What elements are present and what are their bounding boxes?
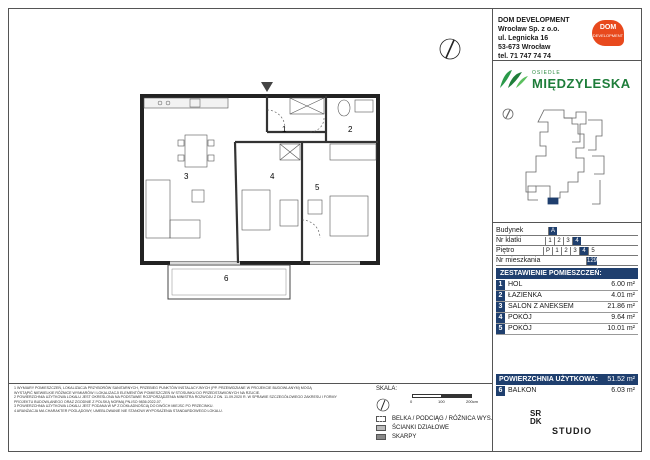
info-row-floor: [496, 246, 638, 256]
rooms-header: ZESTAWIENIE POMIESZCZEŃ:: [496, 268, 638, 279]
room-num: 1: [496, 280, 505, 290]
entrance-arrow-icon: [261, 82, 273, 92]
scale-tick: 200cm: [466, 399, 479, 404]
footnote: PROJEKTU BUDOWLANEGO ORAZ ZGODNIE Z POLSKĄ NORMĄ PN-ISO 9836:2022-07.: [14, 399, 162, 404]
panel-divider: [492, 8, 493, 452]
room-area: 9.64 m²: [611, 314, 635, 321]
apartment-cells: [586, 257, 597, 265]
stair-cell: 4: [572, 237, 581, 245]
balcony-row: [496, 386, 638, 396]
room-area: 4.01 m²: [611, 292, 635, 299]
balcony-num: 6: [496, 386, 505, 396]
legend-swatch: [376, 434, 386, 440]
usable-area-bar: [496, 374, 638, 385]
room-row: [496, 313, 638, 324]
compass-small-icon: [376, 398, 390, 412]
room-number-label: 4: [270, 172, 275, 181]
dom-logo-sub: DEVELOPMENT: [592, 33, 624, 38]
room-area: 6.00 m²: [611, 281, 635, 288]
room-number-label: 6: [224, 274, 229, 283]
stair-cell: 2: [554, 237, 563, 245]
brand-name: MIĘDZYLESKA: [532, 76, 631, 91]
stair-cell: 3: [563, 237, 572, 245]
legend-item: [376, 432, 492, 441]
balcony-label: BALKON: [508, 387, 537, 394]
legend-item: [376, 423, 492, 432]
floor-label: Piętro: [496, 247, 515, 254]
room-num: 2: [496, 291, 505, 301]
company-name: DOM DEVELOPMENT: [498, 17, 570, 24]
usable-area-value: 51.52 m²: [607, 376, 635, 383]
floor-cells: [543, 247, 597, 255]
room-row: [496, 291, 638, 302]
brand-logo: [498, 68, 636, 98]
footer-divider: [8, 383, 492, 384]
legend-label: ŚCIANKI DZIAŁOWE: [392, 424, 450, 431]
scale-segment: [412, 394, 442, 398]
company-line2: ul. Legnicka 16: [498, 35, 549, 42]
room-row: [496, 324, 638, 335]
floor-cell: P: [543, 247, 552, 255]
scale-tick: 0: [410, 399, 413, 404]
studio-name: STUDIO: [552, 426, 593, 436]
stair-cell: 1: [545, 237, 554, 245]
info-row-building: [496, 226, 638, 236]
stair-label: Nr klatki: [496, 237, 522, 244]
company-info: [498, 16, 570, 61]
leaf-icon: [498, 68, 528, 90]
stair-cells: [545, 237, 581, 245]
footnotes: [14, 386, 366, 414]
floor-cell: 5: [588, 247, 597, 255]
usable-area-label: POWIERZCHNIA UŻYTKOWA:: [499, 376, 598, 383]
floor-cell: 2: [561, 247, 570, 255]
scale-tick: 100: [438, 399, 445, 404]
rooms-list: [496, 280, 638, 335]
footnote: 1 WYMIARY POMIESZCZEŃ, LOKALIZACJA PRZYBORÓW SANITARNYCH, PRZEBIEG PUNKTÓW INSTALACYJNYCH (PP. PRZEWIDZIANE W PROJEKCIE BUDOWLANYM) MOGĄ: [14, 386, 312, 390]
room-area: 21.86 m²: [607, 303, 635, 310]
floor-cell: 1: [552, 247, 561, 255]
info-row-apartment: [496, 256, 638, 266]
room-num: 3: [496, 302, 505, 312]
balcony-area: 6.03 m²: [611, 387, 635, 394]
company-line1: Wrocław Sp. z o.o.: [498, 26, 560, 33]
room-label: SALON Z ANEKSEM: [508, 303, 574, 310]
dom-logo: [592, 20, 624, 46]
building-cells: [548, 227, 557, 235]
building-cell: A: [548, 227, 557, 235]
room-number-label: 2: [348, 125, 353, 134]
legend-item: [376, 414, 492, 423]
scale-label: SKALA:: [376, 386, 398, 392]
dom-logo-text: DOM: [599, 24, 617, 31]
apartment-info-table: [496, 226, 638, 266]
info-row-stair: [496, 236, 638, 246]
legend-swatch: [376, 425, 386, 431]
scale-segment: [442, 394, 472, 398]
room-label: HOL: [508, 281, 523, 288]
keyplan-divider: [492, 222, 642, 223]
footnote: WYSTĄPIĆ NIEWIELKIE RÓŻNICE WYMIARÓW I LOKALIZACJI ELEMENTÓW POMIESZCZEŃ W STOSUNKU DO PRZEDSTAWIONYCH NA RZUCIE.: [14, 390, 261, 395]
floor-cell: 4: [579, 247, 588, 255]
scale-bar: [376, 386, 479, 408]
room-label: ŁAZIENKA: [508, 292, 542, 299]
footnote: 3 POWIERZCHNIA UŻYTKOWA LOKALU JEST PODANA W M² Z DOKŁADNOŚCIĄ DO DWÓCH MIEJSC PO PRZECINKU.: [14, 404, 214, 409]
room-number-label: 1: [282, 125, 287, 134]
apartment-cell: 129: [587, 257, 598, 264]
room-area: 10.01 m²: [607, 325, 635, 332]
room-num: 4: [496, 313, 505, 323]
legend-label: BELKA / PODCIĄG / RÓŻNICA WYS.: [392, 415, 493, 422]
room-label: POKÓJ: [508, 314, 532, 321]
building-key-plan: [496, 100, 642, 220]
legend-label: SKARPY: [392, 433, 417, 440]
apartment-label: Nr mieszkania: [496, 257, 541, 264]
studio-mark: SR DK: [530, 409, 542, 426]
company-line3: 53-673 Wrocław: [498, 44, 551, 51]
compass-icon: [438, 37, 462, 61]
room-label: POKÓJ: [508, 325, 532, 332]
company-phone: tel. 71 747 74 74: [498, 53, 551, 60]
room-row: [496, 280, 638, 291]
room-num: 5: [496, 324, 505, 334]
legend-swatch: [376, 416, 386, 422]
room-number-label: 3: [184, 172, 189, 181]
legend: [376, 414, 492, 441]
footnote: 4 ARANŻACJA MA CHARAKTER POGLĄDOWY, UMEBLOWANIE NIE STANOWI WYPOSAŻENIA STANDARDOWEGO LOKALU.: [14, 408, 223, 413]
building-label: Budynek: [496, 227, 524, 234]
floor-cell: 3: [570, 247, 579, 255]
brand-prefix: OSIEDLE: [532, 70, 561, 76]
room-number-label: 5: [315, 183, 320, 192]
floor-plan: [130, 80, 400, 302]
footnote: 2 POWIERZCHNIA UŻYTKOWA LOKALU JEST OKREŚLONA NA PODSTAWIE ROZPORZĄDZENIA MINISTRA ROZWOJU Z DN. 11.09.2020 R. W SPRAWIE SZCZEGÓŁOWEGO ZAKRESU I FORMY: [14, 395, 337, 400]
room-row: [496, 302, 638, 313]
